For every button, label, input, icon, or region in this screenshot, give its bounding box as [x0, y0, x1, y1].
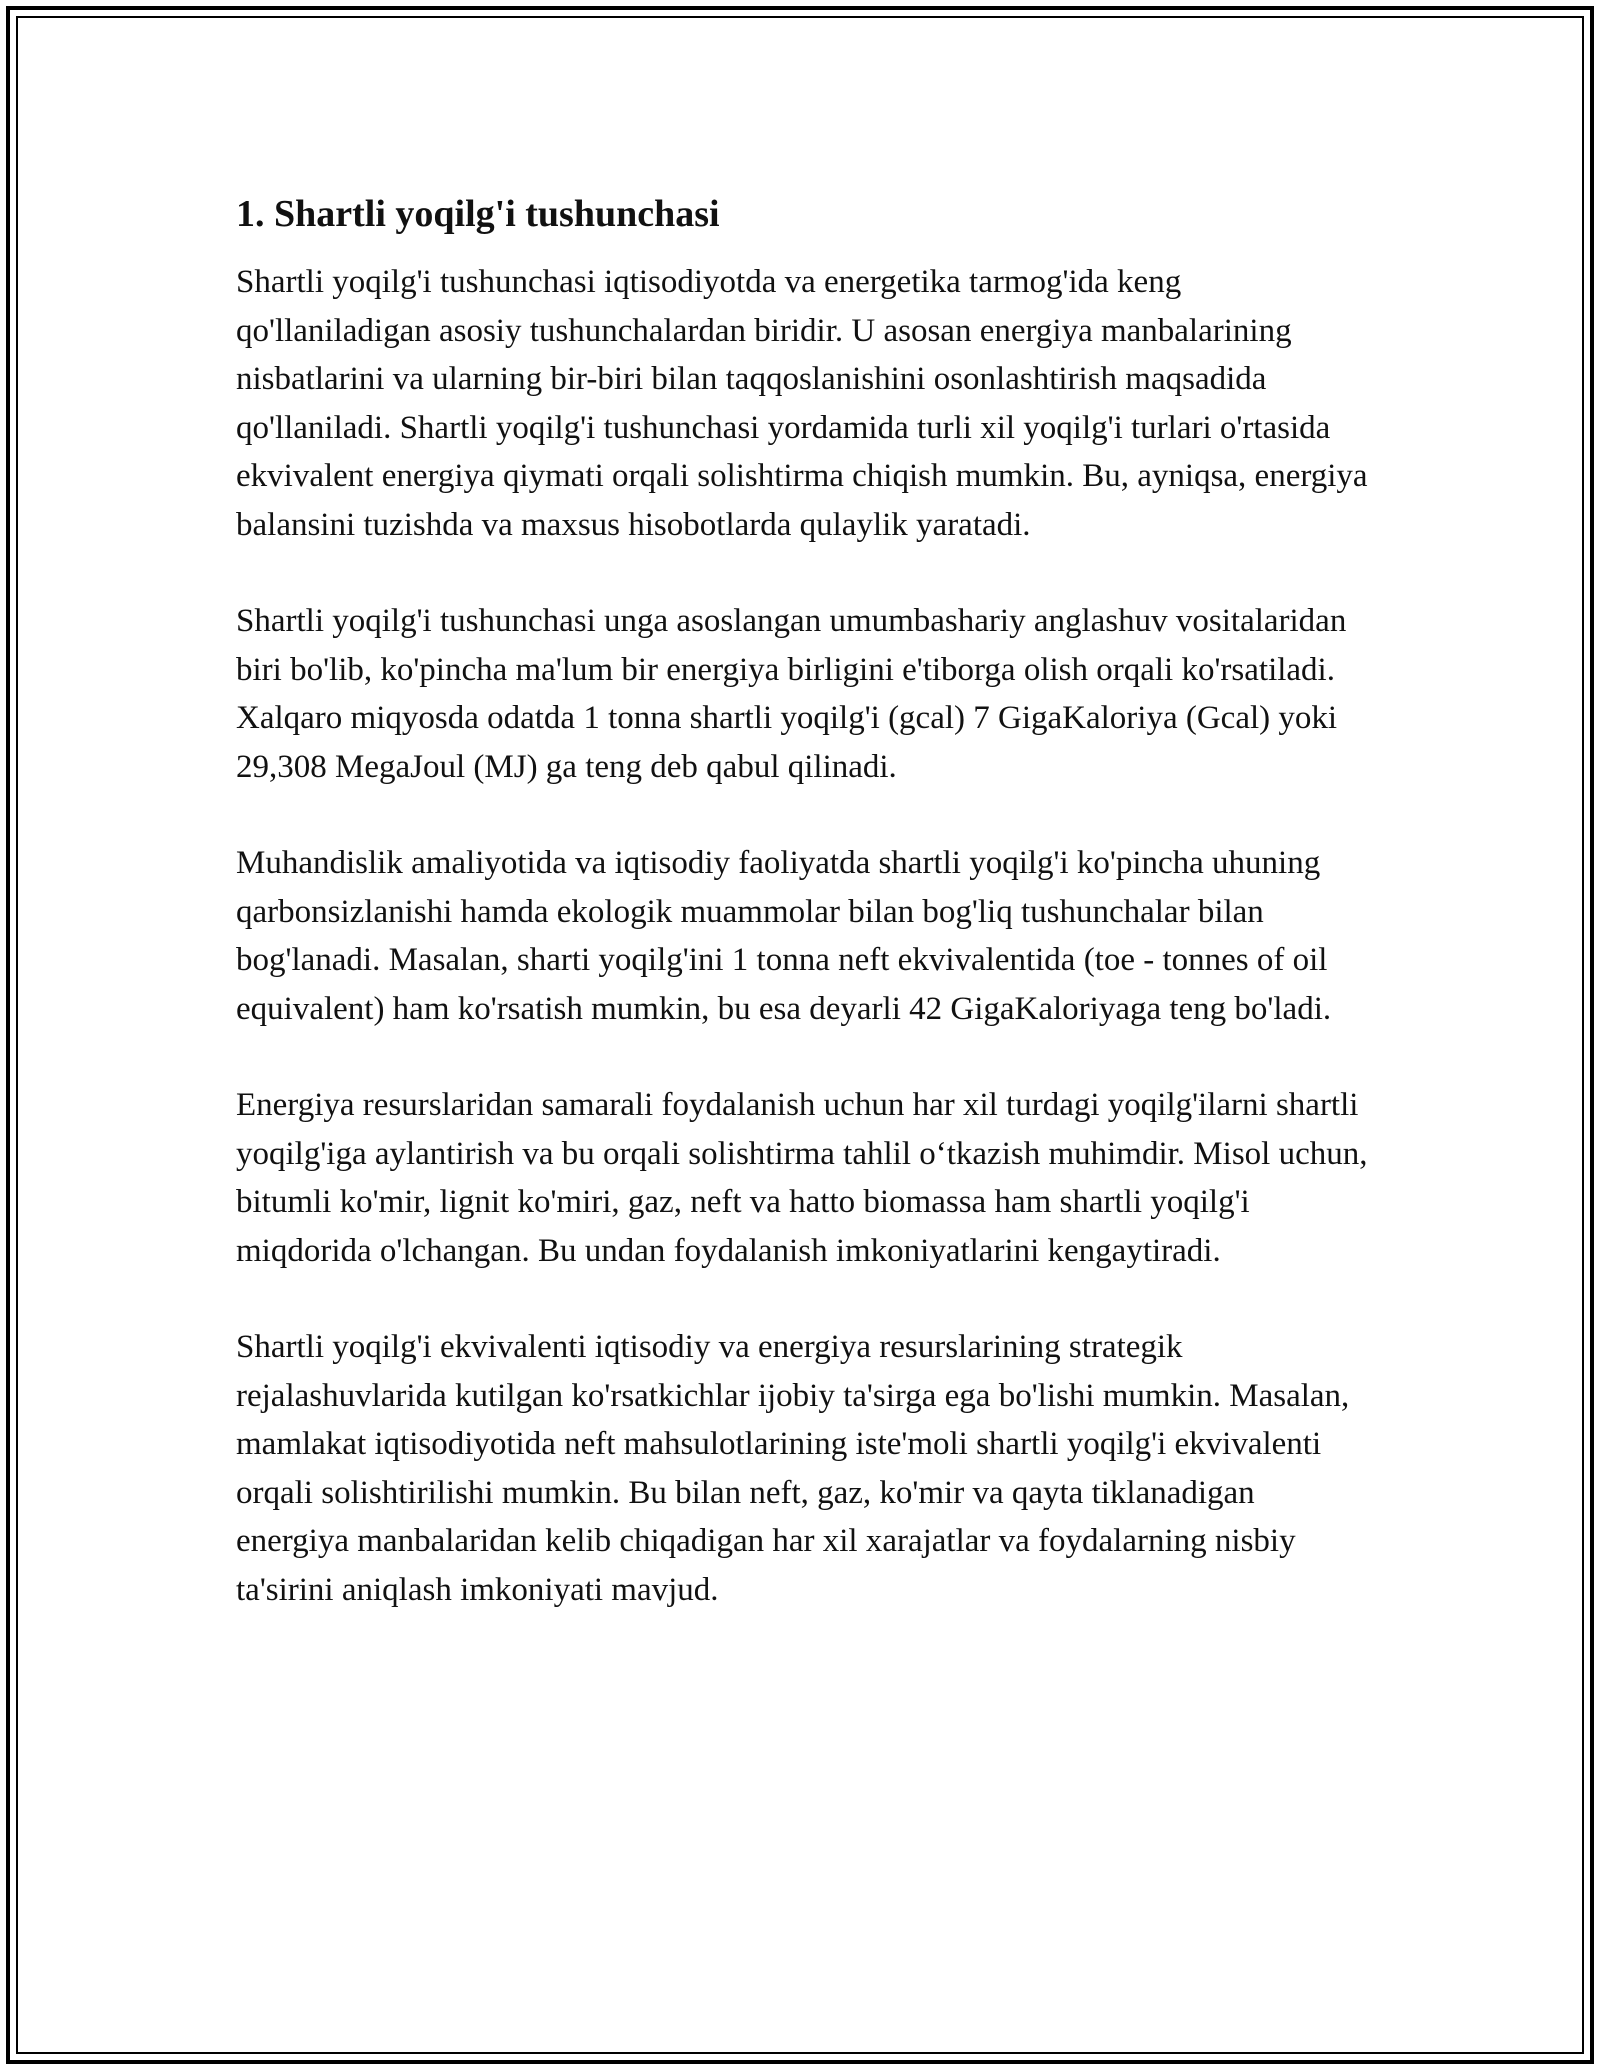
- paragraph-5: Shartli yoqilg'i ekvivalenti iqtisodiy va energiya resurslarining strategik rejalashuvlarida kutilgan ko'rsatkichlar ijobiy ta'sirga ega bo'lishi mumkin. Masalan, mamlakat iqtisodiyotida neft mahsulotlarining iste'moli shartli yoqilg'i ekvivalenti orqali solishtirilishi mumkin. Bu bilan neft, gaz, ko'mir va qayta tiklanadigan energiya manbalaridan kelib chiqadigan har xil xarajatlar va foydalarning nisbiy ta'sirini aniqlash imkoniyati mavjud.: [236, 1329, 1350, 1608]
- section-title: 1. Shartli yoqilg'i tushunchasi: [236, 193, 720, 235]
- paragraph-1: Shartli yoqilg'i tushunchasi iqtisodiyotda va energetika tarmog'ida keng qo'llaniladigan asosiy tushunchalardan biridir. U asosan energiya manbalarining nisbatlarini va ularning bir-biri bilan taqqoslanishini osonlashtirish maqsadida qo'llaniladi. Shartli yoqilg'i tushunchasi yordamida turli xil yoqilg'i turlari o'rtasida ekvivalent energiya qiymati orqali solishtirma chiqish mumkin. Bu, ayniqsa, energiya balansini tuzishda va maxsus hisobotlarda qulaylik yaratadi.: [236, 264, 1368, 543]
- document-body: [236, 188, 1371, 1662]
- paragraph-4: Energiya resurslaridan samarali foydalanish uchun har xil turdagi yoqilg'ilarni shartli yoqilg'iga aylantirish va bu orqali solishtirma tahlil o‘tkazish muhimdir. Misol uchun, bitumli ko'mir, lignit ko'miri, gaz, neft va hatto biomassa ham shartli yoqilg'i miqdorida o'lchangan. Bu undan foydalanish imkoniyatlarini kengaytiradi.: [236, 1087, 1368, 1269]
- paragraph-3: Muhandislik amaliyotida va iqtisodiy faoliyatda shartli yoqilg'i ko'pincha uhuning qarbonsizlanishi hamda ekologik muammolar bilan bog'liq tushunchalar bilan bog'lanadi. Masalan, sharti yoqilg'ini 1 tonna neft ekvivalentida (toe - tonnes of oil equivalent) ham ko'rsatish mumkin, bu esa deyarli 42 GigaKaloriyaga teng bo'ladi.: [236, 845, 1332, 1027]
- paragraph-2: Shartli yoqilg'i tushunchasi unga asoslangan umumbashariy anglashuv vositalaridan biri bo'lib, ko'pincha ma'lum bir energiya birligini e'tiborga olish orqali ko'rsatiladi. Xalqaro miqyosda odatda 1 tonna shartli yoqilg'i (gcal) 7 GigaKaloriya (Gcal) yoki 29,308 MegaJoul (MJ) ga teng deb qabul qilinadi.: [236, 603, 1347, 785]
